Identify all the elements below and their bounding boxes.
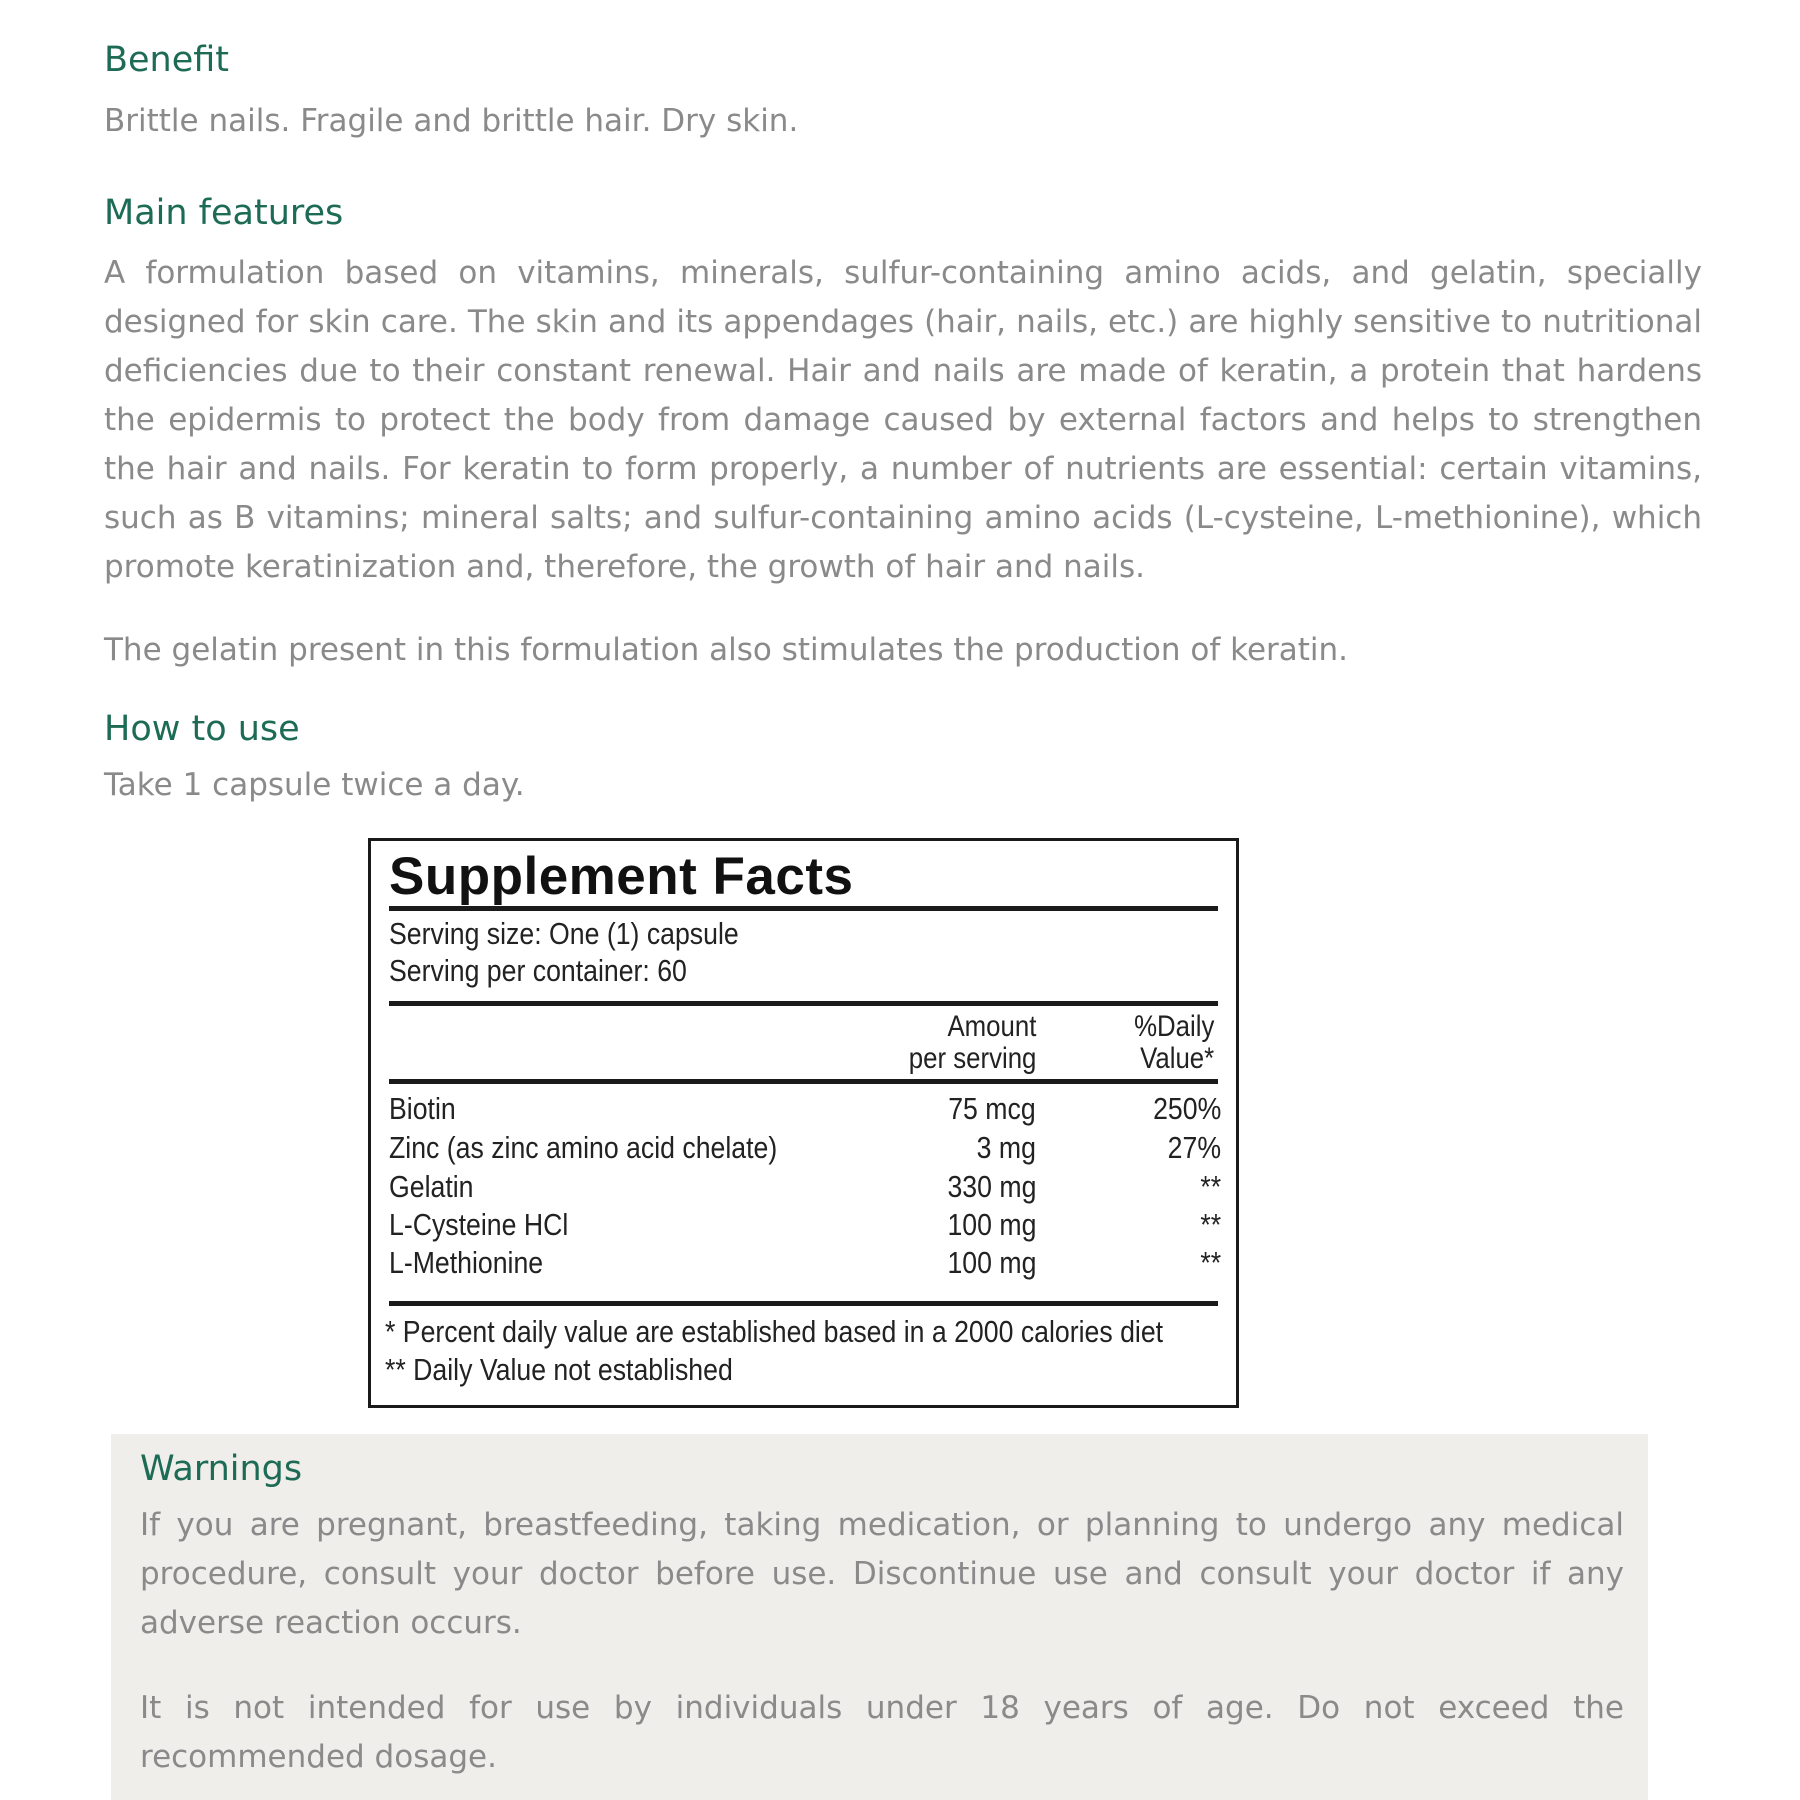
how-to-use-heading: How to use xyxy=(104,709,300,749)
how-to-use-text: Take 1 capsule twice a day. xyxy=(104,767,525,803)
main-features-paragraph-2: The gelatin present in this formulation also stimulates the production of keratin. xyxy=(104,632,1349,668)
nutrient-name: Biotin xyxy=(389,1091,456,1126)
supplement-facts-panel xyxy=(368,838,1239,1408)
nutrient-amount: 100 mg xyxy=(947,1245,1036,1280)
main-features-paragraph-1: A formulation based on vitamins, minerals, sulfur-containing amino acids, and gelatin, specially designed for skin care. The skin and its appendages (hair, nails, etc.) are highly sensitive to nutritional deficiencies due to their constant renewal. Hair and nails are made of keratin, a protein that hardens the epidermis to protect the body from damage caused by external factors and helps to strengthen the hair and nails. For keratin to form properly, a number of nutrients are essential: certain vitamins, such as B vitamins; mineral salts; and sulfur-containing amino acids (L-cysteine, L-methionine), which promote keratinization and, therefore, the growth of hair and nails. xyxy=(104,255,1702,585)
footnote-percent-daily-value: * Percent daily value are established based in a 2000 calories diet xyxy=(385,1314,1164,1349)
warnings-heading: Warnings xyxy=(140,1449,303,1489)
benefit-text: Brittle nails. Fragile and brittle hair. Dry skin. xyxy=(104,103,799,139)
daily-value-column-header-line1: %Daily xyxy=(1133,1010,1214,1043)
serving-rule xyxy=(389,1001,1218,1006)
servings-per-container: Serving per container: 60 xyxy=(389,953,687,988)
nutrient-amount: 100 mg xyxy=(947,1207,1036,1242)
benefit-heading: Benefit xyxy=(104,40,230,80)
nutrient-name: L-Methionine xyxy=(389,1245,544,1280)
nutrient-amount: 330 mg xyxy=(947,1169,1036,1204)
title-rule xyxy=(389,906,1218,911)
nutrient-daily-value: ** xyxy=(1200,1169,1221,1204)
nutrient-amount: 75 mcg xyxy=(948,1091,1036,1126)
nutrient-name: Zinc (as zinc amino acid chelate) xyxy=(389,1130,778,1165)
footnote-daily-value-not-established: ** Daily Value not established xyxy=(385,1352,733,1387)
main-features-heading: Main features xyxy=(104,193,344,233)
amount-column-header-line2: per serving xyxy=(908,1042,1036,1075)
warnings-paragraph-1: If you are pregnant, breastfeeding, taking medication, or planning to undergo any medical procedure, consult your doctor before use. Discontinue use and consult your doctor if any adverse reaction occurs. xyxy=(140,1507,1624,1641)
nutrient-name: Gelatin xyxy=(389,1169,474,1204)
footnote-rule xyxy=(389,1301,1218,1306)
nutrient-amount: 3 mg xyxy=(976,1130,1036,1165)
warnings-box xyxy=(111,1434,1648,1800)
serving-size: Serving size: One (1) capsule xyxy=(389,916,739,951)
warnings-paragraph-2: It is not intended for use by individuals under 18 years of age. Do not exceed the recommended dosage. xyxy=(140,1690,1624,1775)
nutrient-daily-value: ** xyxy=(1200,1245,1221,1280)
supplement-facts-title: Supplement Facts xyxy=(389,847,854,906)
nutrient-name: L-Cysteine HCl xyxy=(389,1207,569,1242)
nutrient-daily-value: ** xyxy=(1200,1207,1221,1242)
header-rule xyxy=(389,1079,1218,1084)
daily-value-column-header-line2: Value* xyxy=(1139,1042,1214,1075)
amount-column-header-line1: Amount xyxy=(947,1010,1036,1043)
nutrient-daily-value: 27% xyxy=(1167,1130,1221,1165)
nutrient-daily-value: 250% xyxy=(1152,1091,1221,1126)
